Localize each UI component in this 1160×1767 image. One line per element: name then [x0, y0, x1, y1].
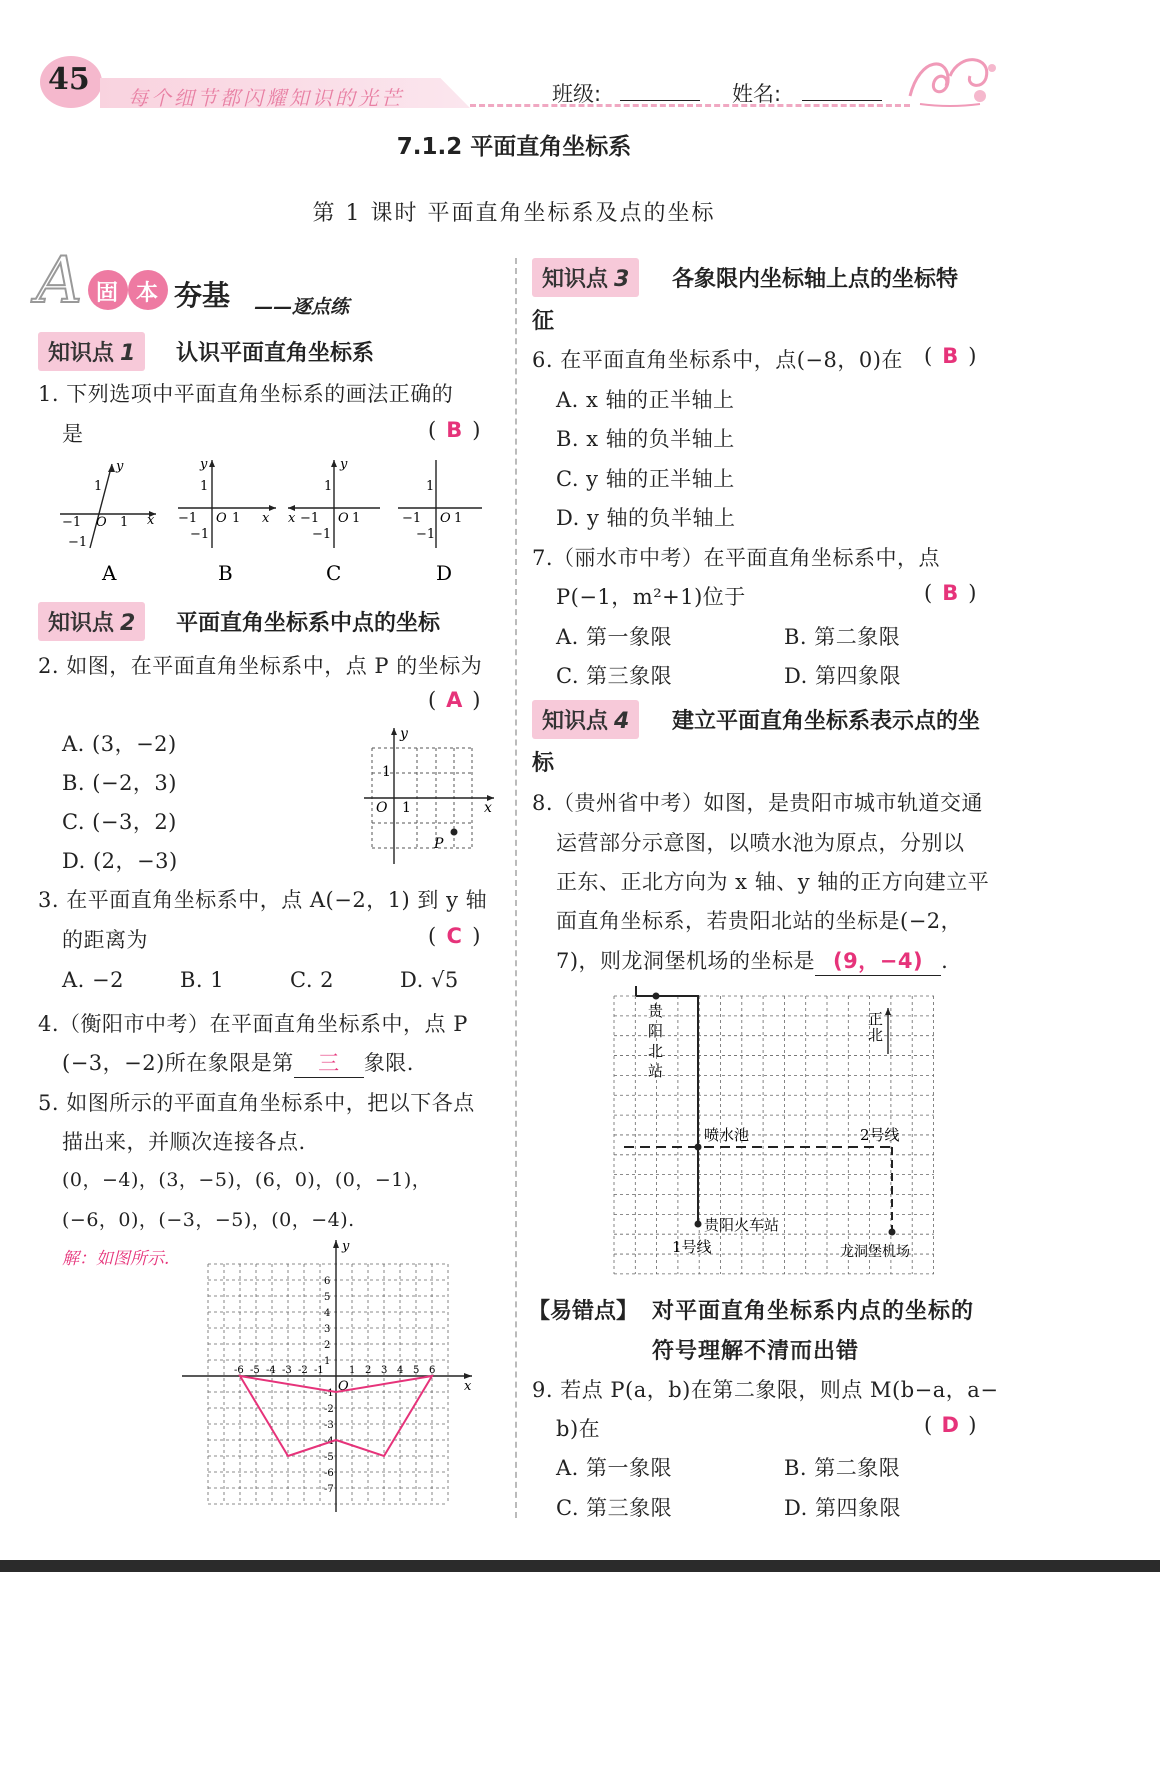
svg-text:1: 1: [324, 479, 333, 494]
q5-ytick: -3: [324, 1420, 334, 1431]
svg-text:−1: −1: [416, 527, 436, 542]
error-tag: 【易错点】: [528, 1299, 639, 1324]
q7-option-d: D. 第四象限: [784, 664, 901, 688]
q8-line5: [556, 945, 948, 976]
q5-ytick: -7: [324, 1484, 334, 1495]
q5-line1: 5. 如图所示的平面直角坐标系中，把以下各点: [38, 1091, 475, 1115]
q5-xtick: 6: [429, 1365, 436, 1376]
banner-letter: A: [36, 244, 83, 318]
q5-ytick: 1: [324, 1356, 331, 1367]
slogan: 每个细节都闪耀知识的光芒: [128, 86, 404, 110]
svg-text:−1: −1: [62, 515, 82, 530]
q6-answer-value: B: [942, 344, 959, 368]
q6-option-a: A. x 轴的正半轴上: [556, 388, 735, 412]
column-divider: [515, 258, 517, 1518]
q5-ytick: -2: [324, 1404, 334, 1415]
q7-answer: ( B ): [924, 581, 977, 605]
q8-line2: 运营部分示意图，以喷水池为原点，分别以: [556, 831, 965, 855]
dashed-rule: [470, 104, 910, 107]
map-north-4: 站: [648, 1062, 664, 1080]
q6-option-c: C. y 轴的正半轴上: [556, 467, 735, 491]
kp1-tag: [38, 332, 145, 371]
q1-graph-c: [288, 457, 380, 585]
kp3-num: 3: [614, 267, 630, 292]
q9-answer: ( D ): [924, 1413, 977, 1437]
floral-ornament-icon: [900, 46, 1000, 112]
svg-text:−1: −1: [178, 511, 198, 526]
q5-ytick: 4: [324, 1308, 331, 1319]
map-line2: 2号线: [860, 1126, 900, 1144]
kp1-num: 1: [120, 341, 136, 366]
svg-text:x: x: [484, 800, 492, 816]
name-label: 姓名:: [732, 82, 782, 106]
q8-answer[interactable]: (9，−4): [815, 945, 941, 976]
q7-line1: 7.（丽水市中考）在平面直角坐标系中，点: [532, 546, 941, 570]
map-north-1: 贵: [648, 1002, 664, 1020]
q6-line1: 6. 在平面直角坐标系中，点(−8，0)在: [532, 348, 903, 372]
svg-text:y: y: [400, 726, 408, 742]
q1-label-a: A: [102, 561, 117, 585]
svg-text:−1: −1: [402, 511, 422, 526]
class-label: 班级:: [552, 82, 602, 106]
q2-option-d: D. (2，−3): [62, 849, 178, 873]
q9-option-a: A. 第一象限: [556, 1456, 673, 1480]
q2-option-a: A. (3，−2): [62, 732, 177, 756]
q4-line2b: 象限.: [363, 1051, 414, 1075]
q1-graphs: [50, 452, 500, 592]
kp3-tag: [532, 258, 639, 297]
q9-line1: 9. 若点 P(a，b)在第二象限，则点 M(b−a，a−: [532, 1378, 999, 1402]
q5-xtick: -1: [314, 1365, 324, 1376]
name-blank[interactable]: [802, 100, 882, 101]
svg-text:−1: −1: [68, 535, 88, 550]
svg-text:y: y: [342, 1239, 350, 1254]
kp1-title: 认识平面直角坐标系: [176, 341, 375, 366]
svg-text:P: P: [434, 836, 444, 852]
q3-option-c: C. 2: [290, 968, 335, 992]
svg-text:1: 1: [94, 479, 103, 494]
q5-solution: 解：如图所示.: [62, 1249, 170, 1269]
map-airport: 龙洞堡机场: [840, 1244, 910, 1260]
q3-option-b: B. 1: [180, 968, 225, 992]
q1-label-c: C: [326, 561, 342, 585]
map-north-2: 阳: [648, 1022, 664, 1040]
svg-text:1: 1: [200, 479, 209, 494]
q7-option-a: A. 第一象限: [556, 625, 673, 649]
q5-ytick: -4: [324, 1436, 334, 1447]
svg-text:O: O: [338, 511, 349, 526]
q8-line3: 正东、正北方向为 x 轴、y 轴的正方向建立平: [556, 870, 990, 894]
q5-ytick: -6: [324, 1468, 334, 1479]
svg-text:y: y: [200, 457, 208, 472]
q5-ytick: 3: [324, 1324, 331, 1335]
svg-text:1: 1: [382, 764, 391, 780]
q8-line5a: 7)，则龙洞堡机场的坐标是: [556, 949, 816, 973]
svg-text:O: O: [216, 511, 227, 526]
map-line1: 1号线: [672, 1238, 712, 1256]
q1-label-d: D: [436, 561, 453, 585]
q9-option-c: C. 第三象限: [556, 1496, 673, 1520]
q9-line2: b)在: [556, 1417, 601, 1441]
q7-line2: P(−1，m²+1)位于: [556, 585, 746, 609]
q1-answer-value: B: [446, 418, 463, 442]
svg-text:y: y: [340, 457, 348, 472]
banner-char-2: 本: [136, 281, 159, 306]
q5-xtick: -6: [234, 1365, 244, 1376]
svg-text:−1: −1: [300, 511, 320, 526]
map-zheng: 正: [868, 1010, 884, 1028]
q5-ytick: 2: [324, 1340, 331, 1351]
q4-line2: [62, 1047, 414, 1078]
q5-line4: (−6，0)，(−3，−5)，(0，−4).: [62, 1209, 355, 1231]
q3-option-d: D. √5: [400, 968, 459, 992]
svg-text:O: O: [96, 515, 107, 530]
kp4-title: 建立平面直角坐标系表示点的坐: [672, 709, 981, 734]
svg-text:−1: −1: [312, 527, 332, 542]
svg-text:x: x: [464, 1379, 472, 1394]
q9-option-d: D. 第四象限: [784, 1496, 901, 1520]
svg-text:O: O: [338, 1379, 349, 1394]
q5-line3: (0，−4)，(3，−5)，(6，0)，(0，−1)，: [62, 1169, 432, 1191]
svg-text:O: O: [440, 511, 451, 526]
error-title-2: 符号理解不清而出错: [652, 1339, 860, 1364]
q2-option-b: B. (−2，3): [62, 771, 177, 795]
q5-graph: [180, 1236, 480, 1518]
kp2-title: 平面直角坐标系中点的坐标: [176, 611, 441, 636]
svg-text:−1: −1: [190, 527, 210, 542]
q3-line2: 的距离为: [62, 928, 148, 952]
svg-text:1: 1: [352, 511, 361, 526]
q7-option-b: B. 第二象限: [784, 625, 901, 649]
kp4-title-2: 标: [532, 751, 555, 776]
q9-answer-value: D: [941, 1413, 959, 1437]
q5-xtick: 2: [365, 1365, 372, 1376]
kp4-tag: [532, 700, 639, 739]
q1-graph-b: [178, 457, 276, 585]
svg-text:x: x: [147, 513, 155, 528]
kp2-tag: [38, 602, 145, 641]
kp4-tag-text: 知识点: [542, 709, 609, 734]
q7-option-c: C. 第三象限: [556, 664, 673, 688]
lesson-title: 第 1 课时 平面直角坐标系及点的坐标: [312, 201, 716, 226]
svg-text:x: x: [262, 511, 270, 526]
q3-answer-value: C: [446, 924, 462, 948]
kp1-tag-text: 知识点: [48, 341, 115, 366]
map-train: 贵阳火车站: [704, 1216, 780, 1234]
kp3-tag-text: 知识点: [542, 267, 609, 292]
q3-line1: 3. 在平面直角坐标系中，点 A(−2，1) 到 y 轴: [38, 888, 488, 912]
svg-text:1: 1: [454, 511, 463, 526]
map-fountain: 喷水池: [704, 1126, 750, 1144]
q4-line1: 4.（衡阳市中考）在平面直角坐标系中，点 P: [38, 1012, 468, 1036]
q5-xtick: -4: [266, 1365, 276, 1376]
banner-sub: ——逐点练: [254, 296, 350, 318]
svg-text:O: O: [376, 800, 388, 816]
q2-option-c: C. (−3，2): [62, 810, 177, 834]
q3-answer: ( C ): [428, 924, 481, 948]
q1-answer: ( B ): [428, 418, 481, 442]
q2-grid-figure: [362, 724, 502, 872]
q7-answer-value: B: [942, 581, 959, 605]
kp2-num: 2: [120, 611, 136, 636]
section-title: 7.1.2 平面直角坐标系: [396, 134, 632, 160]
q5-ytick: 6: [324, 1276, 331, 1287]
q5-xtick: 5: [413, 1365, 420, 1376]
q4-answer[interactable]: 三: [294, 1047, 364, 1078]
banner-text: 夯基: [174, 279, 231, 312]
kp2-tag-text: 知识点: [48, 611, 115, 636]
q5-line2: 描出来，并顺次连接各点.: [62, 1130, 306, 1154]
q1-line2: 是: [62, 422, 84, 446]
q1-graph-a: [60, 459, 156, 585]
q8-line5b: .: [941, 949, 949, 973]
q6-option-b: B. x 轴的负半轴上: [556, 427, 735, 451]
svg-text:1: 1: [402, 800, 411, 816]
error-title: 对平面直角坐标系内点的坐标的: [652, 1299, 975, 1324]
q6-answer: ( B ): [924, 344, 977, 368]
svg-text:1: 1: [426, 479, 435, 494]
q5-xtick: 3: [381, 1365, 388, 1376]
kp3-title: 各象限内坐标轴上点的坐标特: [672, 267, 959, 292]
q2-answer-value: A: [446, 688, 463, 712]
q6-option-d: D. y 轴的负半轴上: [556, 506, 736, 530]
q1-line1: 1. 下列选项中平面直角坐标系的画法正确的: [38, 382, 454, 406]
q5-xtick: 4: [397, 1365, 404, 1376]
q5-ytick: -1: [324, 1388, 334, 1399]
svg-text:x: x: [288, 511, 296, 526]
q8-line4: 面直角坐标系，若贵阳北站的坐标是(−2，: [556, 909, 963, 933]
q8-line1: 8.（贵州省中考）如图，是贵阳市城市轨道交通: [532, 791, 984, 815]
q3-option-a: A. −2: [62, 968, 124, 992]
q1-label-b: B: [218, 561, 233, 585]
q9-option-b: B. 第二象限: [784, 1456, 901, 1480]
map-bei: 北: [868, 1026, 884, 1044]
class-blank[interactable]: [620, 100, 700, 101]
kp4-num: 4: [614, 709, 630, 734]
q8-map: [612, 984, 938, 1280]
map-north-3: 北: [648, 1042, 664, 1060]
q5-ytick: 5: [324, 1292, 331, 1303]
kp3-title-2: 征: [532, 309, 555, 334]
q2-answer: ( A ): [428, 688, 481, 712]
q5-xtick: 1: [349, 1365, 356, 1376]
q1-graph-d: [398, 460, 482, 585]
svg-text:1: 1: [232, 511, 241, 526]
svg-text:y: y: [116, 459, 124, 474]
q2-line1: 2. 如图，在平面直角坐标系中，点 P 的坐标为: [38, 654, 483, 678]
q5-xtick: -5: [250, 1365, 260, 1376]
page-number: 45: [48, 62, 90, 97]
q5-ytick: -5: [324, 1452, 334, 1463]
svg-text:1: 1: [120, 515, 129, 530]
q5-xtick: -2: [298, 1365, 308, 1376]
bottom-bar: [0, 1560, 1160, 1572]
q4-line2a: (−3，−2)所在象限是第: [62, 1051, 294, 1075]
q5-xtick: -3: [282, 1365, 292, 1376]
banner-char-1: 固: [96, 281, 119, 306]
